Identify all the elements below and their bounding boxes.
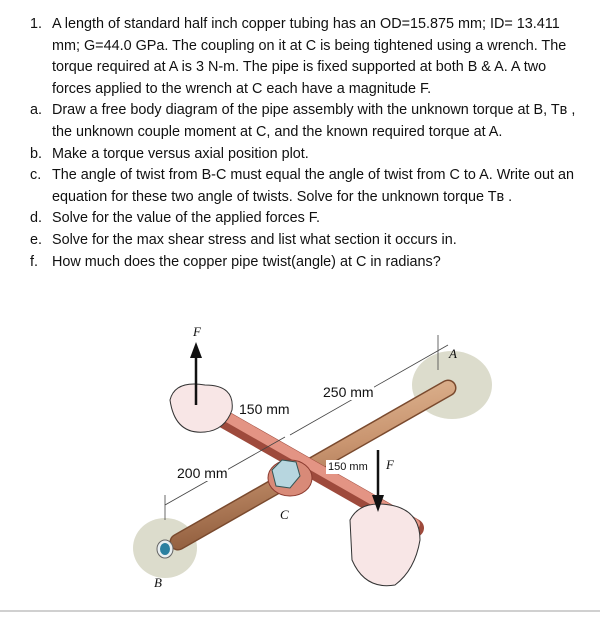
hand-left <box>170 384 232 432</box>
part-text: How much does the copper pipe twist(angle) at C in radians? <box>52 253 441 270</box>
page-divider <box>0 610 600 612</box>
arrow-head-icon <box>190 342 202 358</box>
part-text: Solve for the max shear stress and list what section it occurs in. <box>52 231 457 248</box>
dim-label-wrench-right: 150 mm <box>328 461 368 473</box>
part-label: a. <box>30 102 43 119</box>
problem-number: 1. <box>30 16 43 32</box>
part-label: c. <box>30 167 42 184</box>
part-label: b. <box>30 145 43 162</box>
part-label: f. <box>30 253 38 270</box>
force-label-bottom: F <box>386 457 394 472</box>
part-text: The angle of twist from B-C must equal the angle of twist from C to A. Write out an equation for these two angle of twists. Solve for the unknown torque Tʙ . <box>52 167 575 205</box>
problem-text: A length of standard half inch copper tubing has an OD=15.875 mm; ID= 13.411 mm; G=44.0 GPa. The coupling on it at C is being tightened using a wrench. The torque required at A is 3 N-m. The pipe is fixed supported at both B & A. A two forces applied to the wrench at C each have a magnitude F. <box>52 16 567 97</box>
point-label-b: B <box>154 575 162 590</box>
hand-right <box>350 504 420 586</box>
pipe-bore <box>160 543 170 555</box>
part-label: d. <box>30 210 43 227</box>
dim-label-bc: 200 mm <box>177 465 228 481</box>
part-text: Make a torque versus axial position plot. <box>52 145 309 162</box>
force-label-top: F <box>193 324 201 339</box>
dim-label-ca: 250 mm <box>323 384 374 400</box>
part-text: Solve for the value of the applied forces F. <box>52 210 320 227</box>
point-label-a: A <box>449 346 457 361</box>
part-label: e. <box>30 231 43 248</box>
part-text: Draw a free body diagram of the pipe assembly with the unknown torque at B, Tʙ , the unknown couple moment at C, and the known required torque at A. <box>52 102 576 140</box>
dim-label-wrench-left: 150 mm <box>239 401 290 417</box>
point-label-c: C <box>280 507 289 522</box>
